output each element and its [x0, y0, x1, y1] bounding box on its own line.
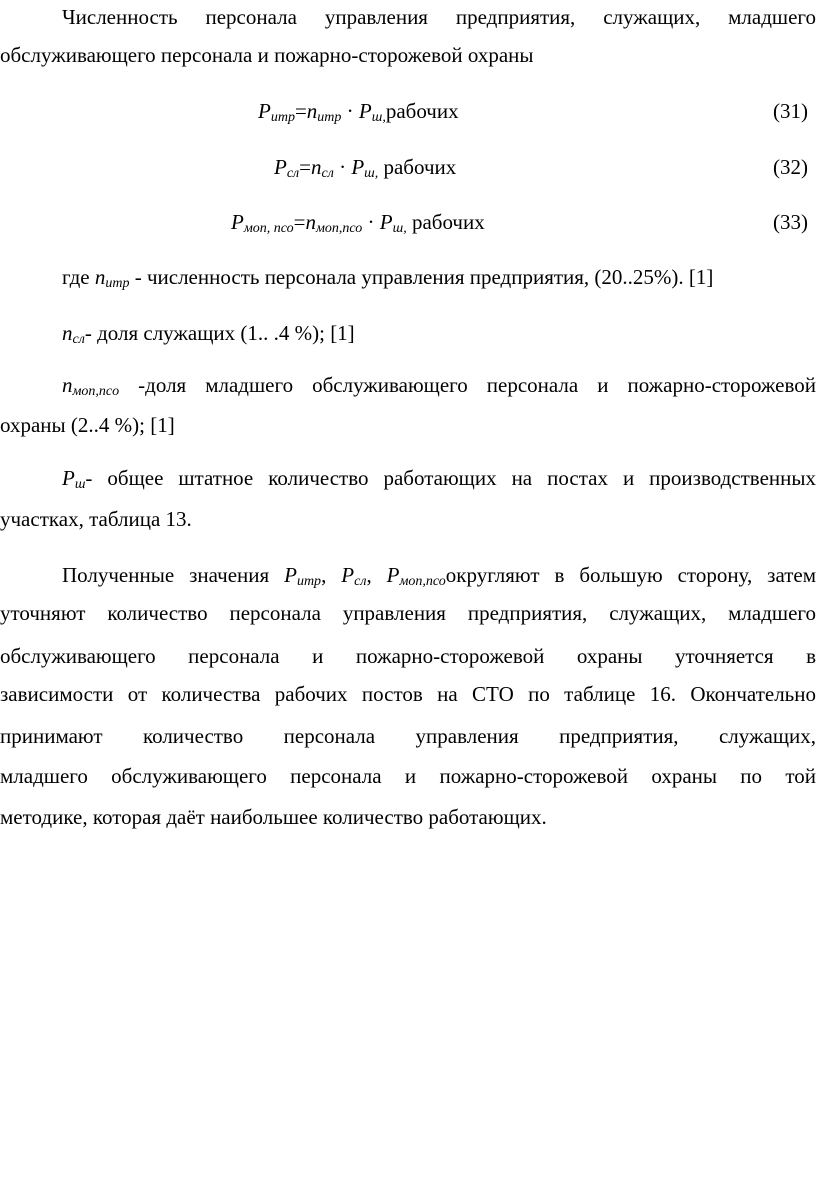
final-line-4: зависимости от количества рабочих постов на СТО по таблице 16. Окончательно	[0, 682, 816, 706]
formula-32-dot: ·	[333, 155, 352, 179]
formula-33-p: P	[379, 210, 393, 234]
final-p-mop: P	[386, 563, 400, 587]
formula-33-dot: ·	[362, 210, 380, 234]
n-mop-symbol: n	[62, 373, 73, 397]
final-sep-1: ,	[321, 563, 342, 587]
final-line-6: младшего обслуживающего персонала и пожарно-сторожевой охраны по той	[0, 764, 816, 788]
formula-31-n: n	[306, 99, 318, 123]
formula-32-unit: рабочих	[378, 155, 457, 179]
formula-32	[274, 152, 456, 182]
where-word: где	[62, 265, 95, 289]
definition-n-sl	[0, 318, 816, 348]
formula-31-lhs: P	[258, 99, 271, 123]
n-itr-symbol: n	[94, 265, 106, 289]
formula-31-eq: =	[294, 99, 307, 123]
final-lead: Полученные значения	[62, 563, 285, 587]
final-p-mop-sub: моп,псо	[399, 574, 446, 589]
definition-p-sh-line-2: участках, таблица 13.	[0, 507, 192, 531]
final-line-1	[0, 560, 816, 590]
formula-32-p-sub: ш,	[364, 166, 379, 181]
n-sl-subscript: сл	[72, 332, 85, 347]
formula-31	[258, 96, 459, 126]
formula-33-p-sub: ш,	[392, 221, 407, 236]
formula-33-n: n	[305, 210, 316, 234]
p-sh-text: - общее штатное количество работающих на постах и производственных	[85, 466, 816, 490]
n-mop-subscript: моп,пco	[72, 384, 120, 399]
final-p-sl-sub: сл	[354, 574, 367, 589]
formula-33-lhs: P	[231, 210, 244, 234]
final-line-3: обслуживающего персонала и пожарно-сторожевой охраны уточняется в	[0, 644, 816, 668]
formula-31-unit: рабочих	[385, 99, 459, 123]
n-itr-subscript: итр	[105, 276, 130, 291]
definition-n-mop	[0, 370, 816, 400]
p-sh-symbol: P	[62, 466, 75, 490]
intro-line-2: обслуживающего персонала и пожарно-сторожевой охраны	[0, 43, 534, 67]
final-line-2: уточняют количество персонала управления предприятия, служащих, младшего	[0, 601, 816, 625]
final-sep-2: ,	[366, 563, 387, 587]
definition-p-sh	[0, 463, 816, 493]
n-sl-text: - доля служащих (1.. .4 %); [1]	[84, 321, 355, 345]
formula-33-lhs-sub: моп, псо	[243, 221, 294, 236]
formula-33-unit: рабочих	[406, 210, 485, 234]
equation-number-31: (31)	[773, 99, 808, 123]
formula-31-dot: ·	[341, 99, 359, 123]
intro-line-1: Численность персонала управления предприятия, служащих, младшего	[62, 5, 816, 29]
formula-31-p: P	[358, 99, 372, 123]
formula-32-eq: =	[299, 155, 311, 179]
final-line-5: принимают количество персонала управления предприятия, служащих,	[0, 724, 816, 748]
formula-33	[231, 207, 485, 237]
equation-number-33: (33)	[773, 210, 808, 234]
final-line-7: методике, которая даёт наибольшее количество работающих.	[0, 805, 547, 829]
formula-32-n: n	[311, 155, 322, 179]
final-rest: округляют в большую сторону, затем	[445, 563, 816, 587]
p-sh-subscript: ш	[74, 477, 86, 492]
formula-32-lhs-sub: сл	[286, 166, 300, 181]
formula-31-p-sub: ш,	[371, 110, 386, 125]
formula-31-lhs-sub: итр	[270, 110, 295, 125]
final-p-sl: P	[341, 563, 355, 587]
formula-32-p: P	[351, 155, 365, 179]
formula-32-lhs: P	[274, 155, 287, 179]
final-p-itr-sub: итр	[296, 574, 322, 589]
n-sl-symbol: n	[62, 321, 73, 345]
n-mop-text: -доля младшего обслуживающего персонала и пожарно-сторожевой	[119, 373, 816, 397]
final-p-itr: P	[284, 563, 297, 587]
definition-n-mop-line-2: охраны (2..4 %); [1]	[0, 413, 175, 437]
definition-n-itr	[0, 262, 816, 292]
formula-31-n-sub: итр	[317, 110, 342, 125]
formula-32-n-sub: сл	[321, 166, 334, 181]
n-itr-text: - численность персонала управления предприятия, (20..25%). [1]	[129, 265, 714, 289]
equation-number-32: (32)	[773, 155, 808, 179]
formula-33-n-sub: моп,псо	[315, 221, 363, 236]
formula-33-eq: =	[293, 210, 306, 234]
